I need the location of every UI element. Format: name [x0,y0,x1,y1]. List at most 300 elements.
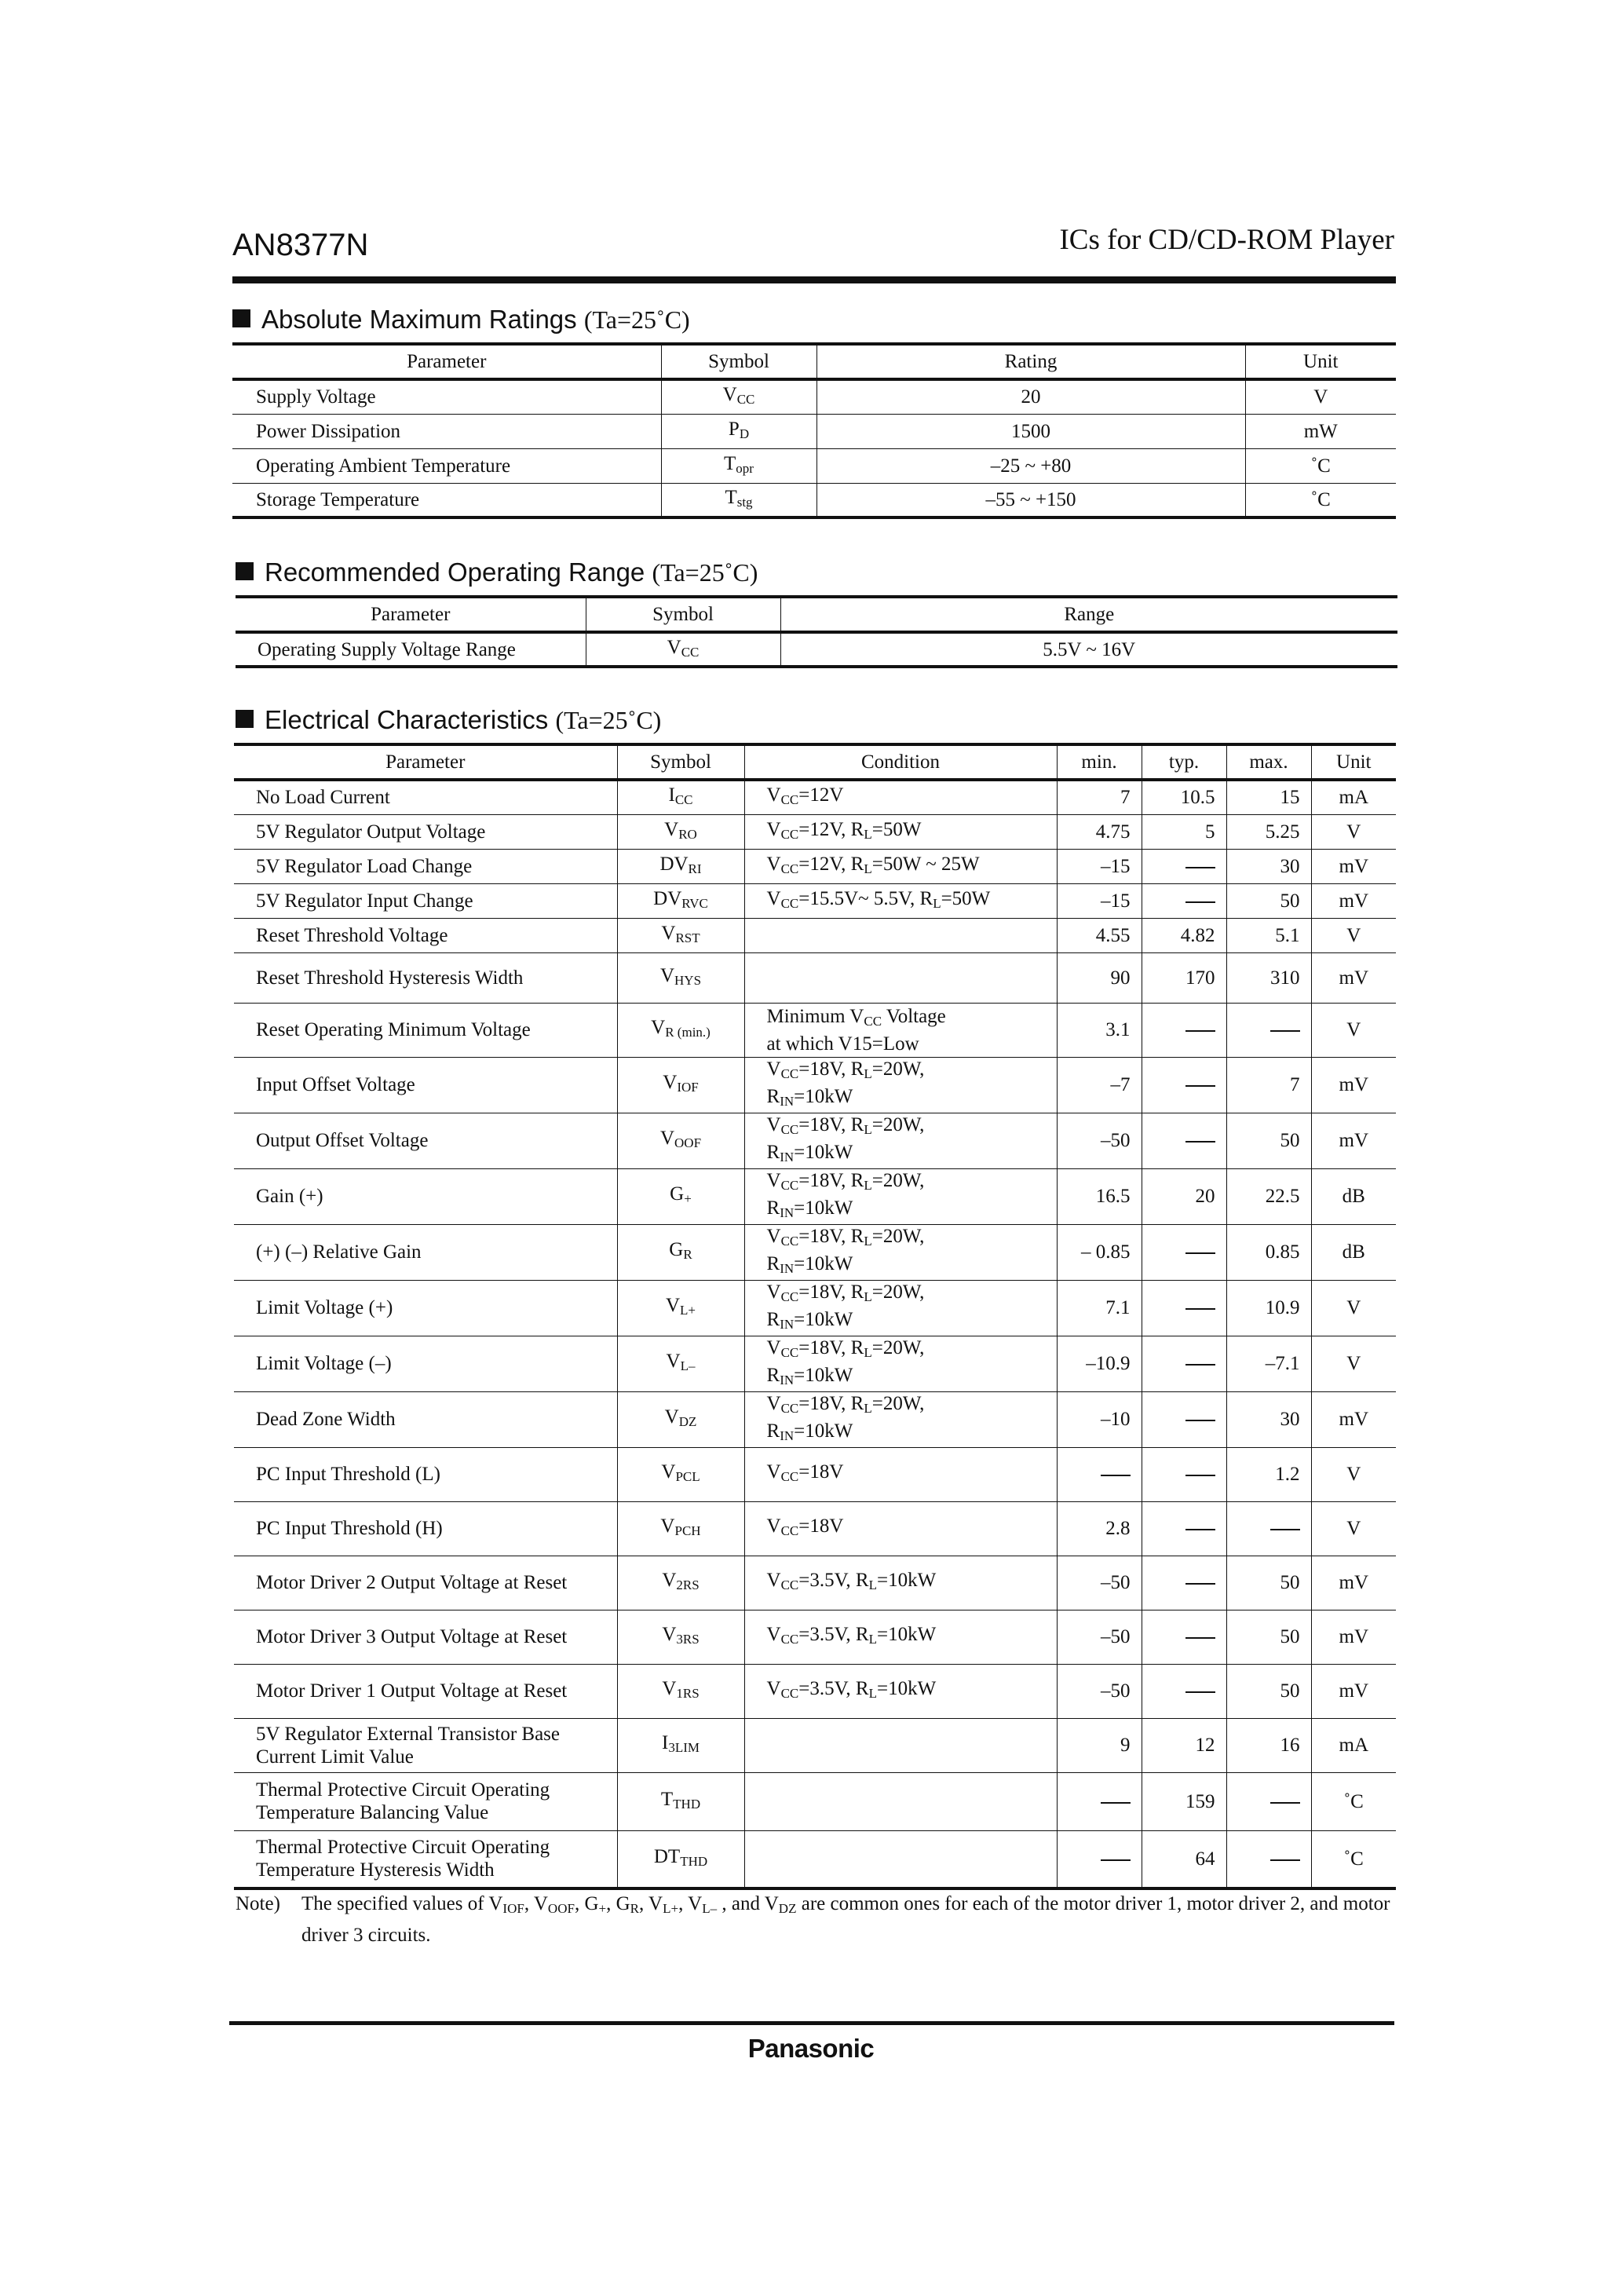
em-dash [1185,1308,1215,1310]
footer-rule [229,2021,1394,2025]
typ-value: 10.5 [1142,780,1226,814]
unit-cell: V [1311,1336,1396,1391]
unit-cell: V [1311,918,1396,952]
typ-value [1142,1610,1226,1664]
table-row [234,1664,1396,1718]
table-header-row [232,344,1396,379]
condition-cell [744,1224,1057,1280]
condition-line: $V_{CC}=18V$, $R_L=20W$, [766,1336,925,1360]
section-title-absolute [232,305,690,335]
condition-cell [744,1003,1057,1057]
condition-subscript: L [868,1686,877,1701]
unit-cell: ˚C [1311,1830,1396,1888]
table-row [234,1003,1396,1057]
em-dash [1185,1691,1215,1693]
max-value: 1.2 [1226,1447,1311,1501]
symbol-cell: $V_{DZ}$ [617,1391,744,1447]
condition-cell [744,918,1057,952]
parameter-cell: PC Input Threshold (L) [234,1447,617,1501]
max-value: 5.1 [1226,918,1311,952]
symbol-cell: $V_{OOF}$ [617,1113,744,1168]
condition-subscript: CC [780,1632,799,1647]
min-value: –10.9 [1057,1336,1142,1391]
typ-value [1142,1664,1226,1718]
condition-subscript: CC [780,1686,799,1701]
rating-cell: 20 [816,379,1245,414]
condition-line: $V_{CC}=3.5V$, $R_L=10kW$ [766,1678,937,1701]
em-dash [1270,1802,1300,1804]
condition-subscript: CC [864,1013,882,1029]
section-title-text: Electrical Characteristics [265,705,549,734]
footnote-text: The specified values of $V_{IOF}$, $V_{OOF}$, $G_+$, $G_R$, $V_{L+}$, $V_{L-}$ , and $V_{DZ}$ are common ones for each of the motor driver 1, motor driver 2, and motor driver 3 circuits. [301,1893,1390,1946]
column-header: Parameter [232,344,661,379]
condition-subscript: IN [780,1372,795,1387]
symbol-subscript: RO [678,826,697,842]
typ-value: 12 [1142,1718,1226,1772]
max-value: 310 [1226,952,1311,1003]
min-value: 90 [1057,952,1142,1003]
symbol-subscript: L+ [680,1303,696,1318]
symbol-cell: $V_{1RS}$ [617,1664,744,1718]
symbol-subscript: RVC [681,895,708,911]
em-dash [1101,1802,1131,1804]
parameter-cell: 5V Regulator External Transistor Base Current Limit Value [234,1718,617,1772]
parameter-cell: Operating Ambient Temperature [232,448,661,483]
condition-line: at which V15=Low [766,1033,919,1055]
max-value [1226,1830,1311,1888]
header-rule [232,276,1396,283]
condition-subscript: CC [780,1523,799,1538]
condition-line: $R_{IN}=10kW$ [766,1308,853,1332]
condition-cell [744,1447,1057,1501]
max-value: 15 [1226,780,1311,814]
symbol-subscript: + [684,1191,692,1206]
page-header [232,221,1394,276]
table-row [232,483,1396,517]
unit-cell: ˚C [1311,1772,1396,1830]
max-value: 30 [1226,1391,1311,1447]
column-header: Symbol [586,597,780,632]
condition-line: $V_{CC}=3.5V$, $R_L=10kW$ [766,1624,937,1647]
condition-line: $V_{CC}=18V$, $R_L=20W$, [766,1281,925,1304]
max-value [1226,1003,1311,1057]
min-value: –7 [1057,1057,1142,1113]
max-value: 50 [1226,1556,1311,1610]
symbol-subscript: R [683,1247,692,1262]
symbol-cell: $V_{PCL}$ [617,1447,744,1501]
symbol-cell: $T_{THD}$ [617,1772,744,1830]
unit-cell: mW [1245,414,1396,448]
absolute-ratings-table [232,342,1396,519]
recommended-range-table [236,595,1397,668]
condition-line: $R_{IN}=10kW$ [766,1364,853,1387]
table-row [234,1391,1396,1447]
condition-line: $V_{CC}=18V$, $R_L=20W$, [766,1392,925,1416]
symbol-subscript: CC [681,644,700,660]
parameter-cell: PC Input Threshold (H) [234,1501,617,1556]
max-value: 50 [1226,883,1311,918]
symbol-cell: $I_{3LIM}$ [617,1718,744,1772]
symbol-cell: $V_{PCH}$ [617,1501,744,1556]
symbol-subscript: 2RS [676,1578,700,1592]
condition-subscript: IN [780,1093,795,1109]
table-row [234,1610,1396,1664]
condition-line: $R_{IN}=10kW$ [766,1141,853,1164]
condition-subscript: CC [780,861,799,876]
part-number: AN8377N [232,228,369,262]
max-value: –7.1 [1226,1336,1311,1391]
parameter-cell: Power Dissipation [232,414,661,448]
table-row [234,1556,1396,1610]
condition-subscript: CC [780,1233,799,1249]
unit-cell: mV [1311,1664,1396,1718]
unit-cell: V [1311,1501,1396,1556]
unit-cell: V [1311,814,1396,849]
parameter-cell: Storage Temperature [232,483,661,517]
unit-cell: ˚C [1245,448,1396,483]
parameter-cell: Motor Driver 2 Output Voltage at Reset [234,1556,617,1610]
typ-value [1142,1003,1226,1057]
document-category: ICs for CD/CD-ROM Player [1059,224,1394,256]
unit-cell: mV [1311,952,1396,1003]
min-value: 4.55 [1057,918,1142,952]
table-row [234,1772,1396,1830]
column-header: Rating [816,344,1245,379]
table-header-row [236,597,1397,632]
symbol-cell: $P_D$ [661,414,816,448]
symbol-cell: $T_{stg}$ [661,483,816,517]
symbol-subscript: RST [675,930,700,945]
parameter-cell: Motor Driver 3 Output Voltage at Reset [234,1610,617,1664]
symbol-cell: $DT_{THD}$ [617,1830,744,1888]
table-row [234,780,1396,814]
unit-cell: V [1311,1003,1396,1057]
em-dash [1185,1141,1215,1143]
symbol-cell: $V_{CC}$ [586,632,780,667]
condition-subscript: CC [780,1578,799,1592]
typ-value [1142,1501,1226,1556]
em-dash [1185,1085,1215,1087]
symbol-cell: $V_{R (min.)}$ [617,1003,744,1057]
symbol-subscript: PCL [675,1469,700,1484]
condition-line: $V_{CC}=18V$, $R_L=20W$, [766,1225,925,1249]
section-condition: (Ta=25˚C) [583,305,690,334]
square-bullet-icon [236,562,254,580]
typ-value [1142,1280,1226,1336]
condition-cell [744,814,1057,849]
table-row [234,1336,1396,1391]
max-value: 50 [1226,1664,1311,1718]
symbol-subscript: DZ [678,1414,697,1429]
em-dash [1185,1252,1215,1254]
symbol-cell: $V_{CC}$ [661,379,816,414]
min-value [1057,1772,1142,1830]
table-row [232,414,1396,448]
symbol-subscript: OOF [674,1135,702,1150]
column-header: Symbol [661,344,816,379]
condition-subscript: L [864,1066,872,1081]
symbol-cell: $T_{opr}$ [661,448,816,483]
parameter-cell: Reset Operating Minimum Voltage [234,1003,617,1057]
min-value [1057,1447,1142,1501]
symbol-subscript: 1RS [676,1686,700,1701]
min-value [1057,1830,1142,1888]
symbol-subscript: D [739,426,750,441]
parameter-cell: Supply Voltage [232,379,661,414]
em-dash [1185,867,1215,868]
typ-value [1142,1336,1226,1391]
unit-cell: ˚C [1245,483,1396,517]
section-title-text: Recommended Operating Range [265,558,645,587]
parameter-cell: Reset Threshold Voltage [234,918,617,952]
condition-subscript: CC [780,1469,799,1484]
typ-value [1142,1556,1226,1610]
max-value: 50 [1226,1610,1311,1664]
symbol-subscript: opr [736,460,754,476]
symbol-subscript: CC [736,392,755,408]
condition-line: $R_{IN}=10kW$ [766,1085,853,1109]
unit-cell: mV [1311,883,1396,918]
condition-subscript: L [864,1121,872,1137]
condition-subscript: CC [780,1066,799,1081]
symbol-cell: $V_{L+}$ [617,1280,744,1336]
column-header: max. [1226,744,1311,780]
min-value: –50 [1057,1664,1142,1718]
symbol-cell: $V_{IOF}$ [617,1057,744,1113]
condition-cell [744,1280,1057,1336]
table-row [234,1718,1396,1772]
max-value [1226,1501,1311,1556]
condition-cell [744,1113,1057,1168]
table-row [234,1224,1396,1280]
unit-cell: dB [1311,1224,1396,1280]
condition-subscript: L [864,1233,872,1249]
unit-cell: mV [1311,1610,1396,1664]
min-value: 7.1 [1057,1280,1142,1336]
symbol-subscript: 3RS [676,1632,700,1647]
column-header: Unit [1311,744,1396,780]
min-value: –50 [1057,1610,1142,1664]
condition-line: $V_{CC}=3.5V$, $R_L=10kW$ [766,1570,937,1592]
condition-subscript: CC [780,826,799,842]
condition-cell [744,1664,1057,1718]
min-value: 16.5 [1057,1168,1142,1224]
column-header: Symbol [617,744,744,780]
table-row [234,1447,1396,1501]
condition-line: $V_{CC}=18V$, $R_L=20W$, [766,1169,925,1193]
rating-cell: –25 ~ +80 [816,448,1245,483]
max-value: 7 [1226,1057,1311,1113]
condition-cell [744,1057,1057,1113]
condition-line: $R_{IN}=10kW$ [766,1197,853,1220]
typ-value [1142,1113,1226,1168]
table-row [236,632,1397,667]
column-header: Unit [1245,344,1396,379]
condition-subscript: IN [780,1428,795,1443]
parameter-cell: Input Offset Voltage [234,1057,617,1113]
condition-subscript: CC [780,1400,799,1416]
table-row [234,883,1396,918]
table-row [234,918,1396,952]
condition-subscript: L [864,1400,872,1416]
symbol-subscript: CC [674,792,693,808]
condition-subscript: IN [780,1316,795,1332]
column-header: Parameter [236,597,586,632]
em-dash [1185,1030,1215,1032]
symbol-subscript: R (min.) [665,1025,711,1040]
em-dash [1185,1475,1215,1476]
table-row [232,448,1396,483]
typ-value: 170 [1142,952,1226,1003]
condition-cell [744,1501,1057,1556]
table-row [234,849,1396,883]
electrical-characteristics-table [234,743,1396,1890]
em-dash [1101,1475,1131,1476]
parameter-cell: (+) (–) Relative Gain [234,1224,617,1280]
min-value: 3.1 [1057,1003,1142,1057]
min-value: – 0.85 [1057,1224,1142,1280]
symbol-cell: $G_R$ [617,1224,744,1280]
footnote-label: Note) [236,1893,280,1914]
unit-cell: mV [1311,1391,1396,1447]
rating-cell: 1500 [816,414,1245,448]
min-value: –10 [1057,1391,1142,1447]
symbol-cell: $V_{3RS}$ [617,1610,744,1664]
table-row [234,1113,1396,1168]
em-dash [1185,1420,1215,1421]
condition-line: $R_{IN}=10kW$ [766,1420,853,1443]
max-value: 22.5 [1226,1168,1311,1224]
typ-value: 4.82 [1142,918,1226,952]
typ-value [1142,883,1226,918]
typ-value [1142,849,1226,883]
panasonic-logo: Panasonic [747,2034,875,2063]
parameter-cell: Reset Threshold Hysteresis Width [234,952,617,1003]
max-value: 5.25 [1226,814,1311,849]
parameter-cell: Output Offset Voltage [234,1113,617,1168]
min-value: –15 [1057,849,1142,883]
em-dash [1185,1529,1215,1530]
typ-value [1142,1391,1226,1447]
unit-cell: V [1245,379,1396,414]
condition-subscript: L [864,861,872,876]
condition-subscript: L [933,895,941,911]
symbol-subscript: THD [673,1796,701,1812]
table-row [232,379,1396,414]
parameter-cell: 5V Regulator Input Change [234,883,617,918]
condition-subscript: L [864,826,872,842]
typ-value: 64 [1142,1830,1226,1888]
unit-cell: mA [1311,780,1396,814]
symbol-cell: $V_{RST}$ [617,918,744,952]
min-value: –50 [1057,1556,1142,1610]
symbol-cell: $V_{RO}$ [617,814,744,849]
condition-subscript: L [868,1632,877,1647]
min-value: 9 [1057,1718,1142,1772]
table-row [234,1830,1396,1888]
max-value: 30 [1226,849,1311,883]
em-dash [1270,1529,1300,1530]
parameter-cell: Motor Driver 1 Output Voltage at Reset [234,1664,617,1718]
min-value: 4.75 [1057,814,1142,849]
condition-cell [744,952,1057,1003]
condition-line: $V_{CC}=18V$ [766,1515,844,1538]
condition-line: $V_{CC}=12V$, $R_L=50W$ [766,818,922,842]
section-title-electrical [236,705,661,735]
section-condition: (Ta=25˚C) [555,706,662,734]
condition-cell [744,1556,1057,1610]
symbol-cell: $G_+$ [617,1168,744,1224]
symbol-cell: $DV_{RVC}$ [617,883,744,918]
condition-subscript: CC [780,792,799,808]
column-header: min. [1057,744,1142,780]
table-row [234,814,1396,849]
table-row [234,1168,1396,1224]
section-title-text: Absolute Maximum Ratings [261,305,577,334]
typ-value [1142,1224,1226,1280]
condition-subscript: IN [780,1260,795,1276]
symbol-cell: $I_{CC}$ [617,780,744,814]
symbol-cell: $V_{2RS}$ [617,1556,744,1610]
column-header: Condition [744,744,1057,780]
typ-value: 5 [1142,814,1226,849]
typ-value: 159 [1142,1772,1226,1830]
condition-subscript: L [864,1177,872,1193]
parameter-cell: Dead Zone Width [234,1391,617,1447]
max-value: 16 [1226,1718,1311,1772]
condition-line: $V_{CC}=18V$, $R_L=20W$, [766,1113,925,1137]
condition-line: $V_{CC}=18V$ [766,1461,844,1484]
symbol-subscript: 3LIM [668,1740,700,1755]
square-bullet-icon [236,710,254,728]
condition-subscript: L [864,1289,872,1304]
section-condition: (Ta=25˚C) [652,558,758,587]
typ-value [1142,1057,1226,1113]
column-header: Parameter [234,744,617,780]
min-value: 2.8 [1057,1501,1142,1556]
condition-line: $V_{CC}=15.5V\sim$ 5.5V, $R_L=50W$ [766,887,991,911]
parameter-cell: Thermal Protective Circuit Operating Temperature Hysteresis Width [234,1830,617,1888]
condition-subscript: CC [780,1177,799,1193]
symbol-subscript: L– [680,1358,696,1373]
table-header-row [234,744,1396,780]
em-dash [1270,1859,1300,1861]
parameter-cell: Limit Voltage (–) [234,1336,617,1391]
symbol-subscript: HYS [674,972,702,988]
unit-cell: V [1311,1280,1396,1336]
unit-cell: mV [1311,849,1396,883]
symbol-cell: $V_{L-}$ [617,1336,744,1391]
range-cell: 5.5V ~ 16V [780,632,1397,667]
square-bullet-icon [232,309,250,327]
condition-cell [744,849,1057,883]
condition-cell [744,1336,1057,1391]
max-value: 50 [1226,1113,1311,1168]
condition-cell [744,883,1057,918]
symbol-subscript: RI [688,861,702,876]
unit-cell: mV [1311,1057,1396,1113]
column-header: Range [780,597,1397,632]
symbol-cell: $V_{HYS}$ [617,952,744,1003]
parameter-cell: Thermal Protective Circuit Operating Temperature Balancing Value [234,1772,617,1830]
condition-subscript: L [868,1578,877,1592]
condition-line: $V_{CC}=18V$, $R_L=20W$, [766,1058,925,1081]
em-dash [1185,1583,1215,1585]
unit-cell: dB [1311,1168,1396,1224]
condition-subscript: L [864,1344,872,1360]
unit-cell: mV [1311,1556,1396,1610]
condition-line: Minimum $V_{CC}$ Voltage [766,1005,946,1029]
